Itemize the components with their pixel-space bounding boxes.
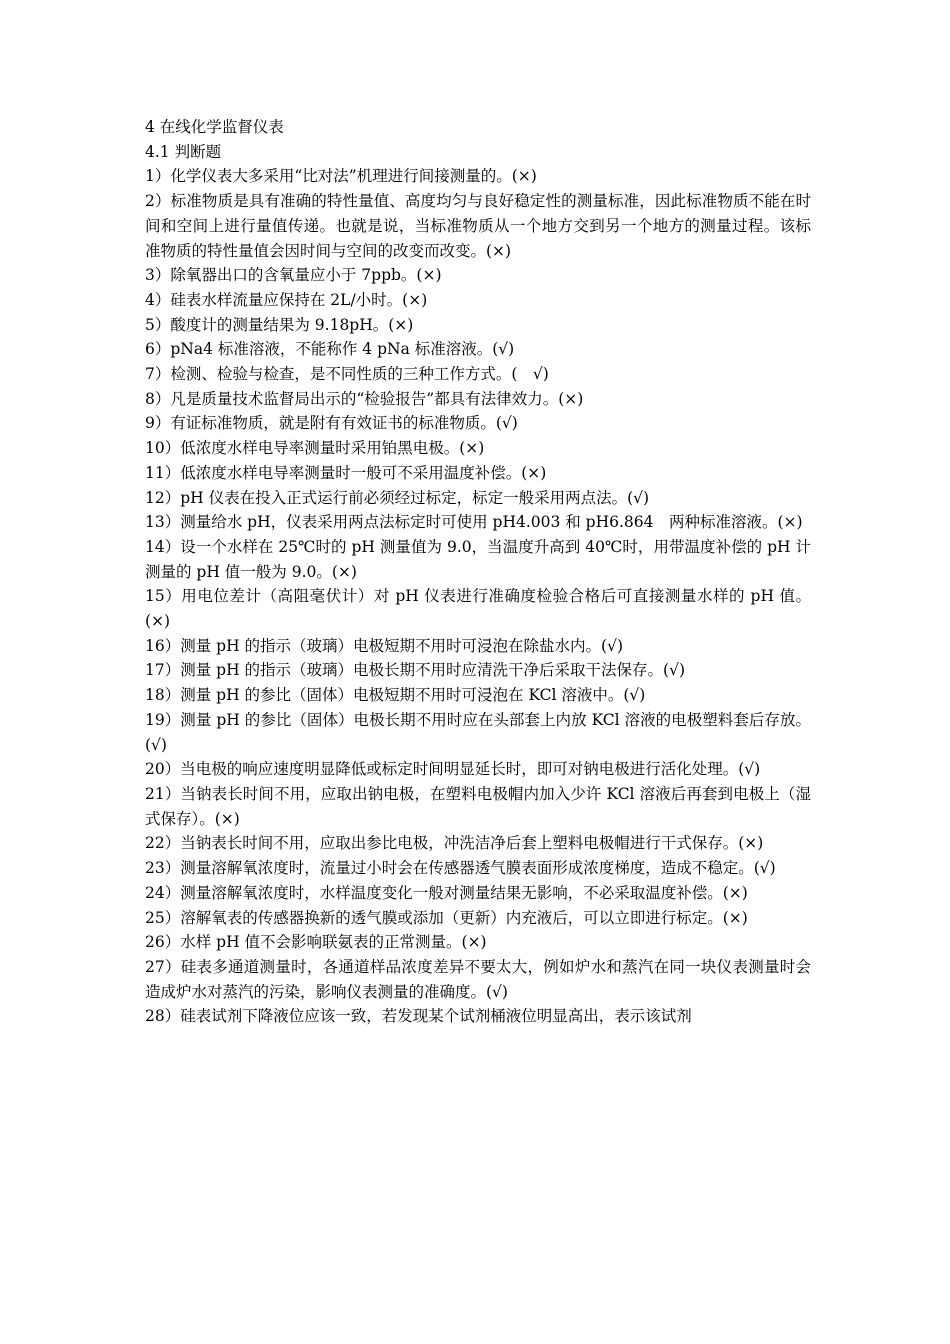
question-item-3: 3）除氧器出口的含氧量应小于 7ppb。(×) xyxy=(145,266,442,285)
document-page xyxy=(145,115,811,1029)
question-item-6: 6）pNa4 标准溶液，不能称作 4 pNa 标准溶液。(√) xyxy=(145,340,515,359)
question-item-10: 10）低浓度水样电导率测量时采用铂黑电极。(×) xyxy=(145,439,485,458)
subsection-title: 4.1 判断题 xyxy=(145,142,222,161)
question-item-16: 16）测量 pH 的指示（玻璃）电极短期不用时可浸泡在除盐水内。(√) xyxy=(145,636,623,655)
question-item-20: 20）当电极的响应速度明显降低或标定时间明显延长时，即可对钠电极进行活化处理。(√) xyxy=(145,760,761,779)
question-item-11: 11）低浓度水样电导率测量时一般可不采用温度补偿。(×) xyxy=(145,463,547,482)
section-title: 4 在线化学监督仪表 xyxy=(145,118,284,136)
question-item-19: 19）测量 pH 的参比（固体）电极长期不用时应在头部套上内放 KCl 溶液的电极塑料套后存放。(√) xyxy=(145,710,811,754)
question-item-25: 25）溶解氧表的传感器换新的透气膜或添加（更新）内充液后，可以立即进行标定。(×) xyxy=(145,908,748,927)
question-item-23: 23）测量溶解氧浓度时，流量过小时会在传感器透气膜表面形成浓度梯度，造成不稳定。(√) xyxy=(145,859,776,878)
question-item-7: 7）检测、检验与检查，是不同性质的三种工作方式。( √) xyxy=(145,365,549,384)
question-item-27: 27）硅表多通道测量时，各通道样品浓度差异不要太大，例如炉水和蒸汽在同一块仪表测量时会造成炉水对蒸汽的污染，影响仪表测量的准确度。(√) xyxy=(145,957,811,1001)
question-item-8: 8）凡是质量技术监督局出示的“检验报告”都具有法律效力。(×) xyxy=(145,389,584,408)
question-item-1: 1）化学仪表大多采用“比对法”机理进行间接测量的。(×) xyxy=(145,167,537,186)
question-item-15: 15）用电位差计（高阻毫伏计）对 pH 仪表进行准确度检验合格后可直接测量水样的 pH 值。(×) xyxy=(145,587,811,631)
question-item-24: 24）测量溶解氧浓度时，水样温度变化一般对测量结果无影响，不必采取温度补偿。(×) xyxy=(145,883,748,902)
question-item-21: 21）当钠表长时间不用，应取出钠电极，在塑料电极帽内加入少许 KCl 溶液后再套到电极上（湿式保存）。(×) xyxy=(145,784,811,828)
question-item-13: 13）测量给水 pH，仪表采用两点法标定时可使用 pH4.003 和 pH6.864 两种标准溶液。(×) xyxy=(145,513,803,532)
question-item-2: 2）标准物质是具有准确的特性量值、高度均匀与良好稳定性的测量标准，因此标准物质不能在时间和空间上进行量值传递。也就是说，当标准物质从一个地方交到另一个地方的测量过程。该标准物质的特性量值会因时间与空间的改变而改变。(×) xyxy=(145,192,811,260)
question-item-26: 26）水样 pH 值不会影响联氨表的正常测量。(×) xyxy=(145,933,487,952)
question-item-4: 4）硅表水样流量应保持在 2L/小时。(×) xyxy=(145,290,428,309)
question-item-22: 22）当钠表长时间不用，应取出参比电极，冲洗洁净后套上塑料电极帽进行干式保存。(×) xyxy=(145,834,764,853)
question-item-5: 5）酸度计的测量结果为 9.18pH。(×) xyxy=(145,315,414,334)
question-item-14: 14）设一个水样在 25℃时的 pH 测量值为 9.0，当温度升高到 40℃时，用带温度补偿的 pH 计测量的 pH 值一般为 9.0。(×) xyxy=(145,537,811,581)
question-item-9: 9）有证标准物质，就是附有有效证书的标准物质。(√) xyxy=(145,414,518,433)
question-item-18: 18）测量 pH 的参比（固体）电极短期不用时可浸泡在 KCl 溶液中。(√) xyxy=(145,686,646,705)
question-item-17: 17）测量 pH 的指示（玻璃）电极长期不用时应清洗干净后采取干法保存。(√) xyxy=(145,661,685,680)
question-item-28: 28）硅表试剂下降液位应该一致，若发现某个试剂桶液位明显高出，表示该试剂 xyxy=(145,1007,692,1026)
question-item-12: 12）pH 仪表在投入正式运行前必须经过标定，标定一般采用两点法。(√) xyxy=(145,488,650,507)
